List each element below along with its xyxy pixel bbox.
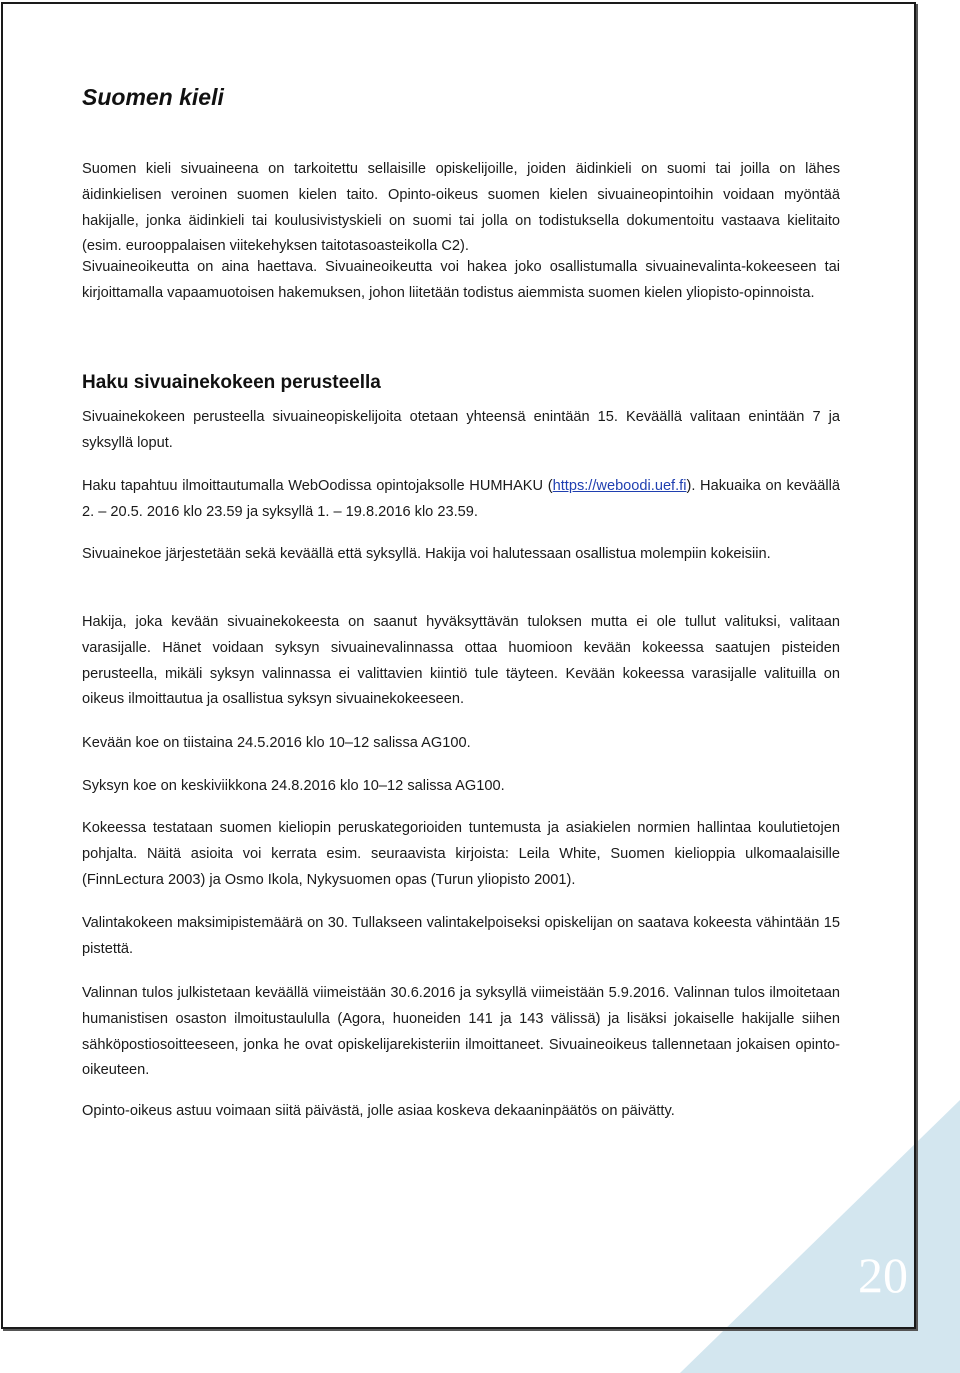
paragraph-text: Haku tapahtuu ilmoittautumalla WebOodissa opintojaksolle HUMHAKU (: [82, 478, 553, 494]
section-paragraph-8: Valintakokeen maksimipistemäärä on 30. Tullakseen valintakelpoiseksi opiskelijan on saatava kokeesta vähintään 15 pistettä.: [82, 915, 840, 957]
section-paragraph-3: Sivuainekoe järjestetään sekä keväällä että syksyllä. Hakija voi halutessaan osallistua molempiin kokeisiin.: [82, 546, 771, 562]
section-paragraph-9: Valinnan tulos julkistetaan keväällä viimeistään 30.6.2016 ja syksyllä viimeistään 5.9.2016. Valinnan tulos ilmoitetaan humanistisen osaston ilmoitustaululla (Agora, huoneiden 141 ja 143 välissä) ja lisäksi jokaiselle hakijalle siihen sähköpostiosoitteeseen, jonka he ovat opiskelijarekisteriin ilmoittaneet. Sivuaineoikeus tallennetaan jokaisen opinto-oikeuteen.: [82, 985, 840, 1079]
document-title: Suomen kieli: [82, 84, 224, 110]
weboodi-link[interactable]: https://weboodi.uef.fi: [552, 478, 687, 494]
section-paragraph-6: Syksyn koe on keskiviikkona 24.8.2016 klo 10–12 salissa AG100.: [82, 778, 505, 794]
section-paragraph-1: Sivuainekokeen perusteella sivuaineopiskelijoita otetaan yhteensä enintään 15. Keväällä valitaan enintään 7 ja syksyllä loput.: [82, 409, 840, 451]
intro-paragraph-2: Sivuaineoikeutta on aina haettava. Sivuaineoikeutta voi hakea joko osallistumalla sivuainevalinta-kokeeseen tai kirjoittamalla vapaamuotoisen hakemuksen, johon liitetään todistus aiemmista suomen kielen yliopisto-opinnoista.: [82, 259, 840, 301]
section-paragraph-7: Kokeessa testataan suomen kieliopin peruskategorioiden tuntemusta ja asiakielen normien hallintaa koulutietojen pohjalta. Näitä asioita voi kerrata esim. seuraavista kirjoista: Leila White, Suomen kielioppia ulkomaalaisille (FinnLectura 2003) ja Osmo Ikola, Nykysuomen opas (Turun yliopisto 2001).: [82, 820, 840, 888]
paragraph-text: ). Hakuaika on keväällä 2. – 20.5. 2016 klo 23.59 ja syksyllä 1. – 19.8.2016 klo 23.59.: [82, 478, 840, 520]
intro-paragraph-1: Suomen kieli sivuaineena on tarkoitettu sellaisille opiskelijoille, joiden äidinkieli on suomi tai joilla on lähes äidinkielisen veroinen suomen kielen taito. Opinto-oikeus suomen kielen sivuaineopintoihin voidaan myöntää hakijalle, jonka äidinkieli tai koulusivistyskieli on suomi tai jolla on todistuksella dokumentoitu vastaava kielitaito (esim. eurooppalaisen viitekehyksen taitotasoasteikolla C2).: [82, 161, 840, 255]
section-paragraph-5: Kevään koe on tiistaina 24.5.2016 klo 10–12 salissa AG100.: [82, 735, 471, 751]
section-paragraph-2: [82, 474, 840, 526]
section-heading: Haku sivuainekokeen perusteella: [82, 372, 381, 393]
page-number: 20: [858, 1247, 908, 1303]
section-paragraph-4: Hakija, joka kevään sivuainekokeesta on saanut hyväksyttävän tuloksen mutta ei ole tullut valituksi, valitaan varasijalle. Hänet voidaan syksyn sivuainevalinnassa ottaa huomioon kevään kokeessa saatujen pisteiden perusteella, mikäli syksyn valinnassa ei valittavien kiintiö tule täyteen. Kevään kokeessa varasijalle valituilla on oikeus ilmoittautua ja osallistua syksyn sivuainekokeeseen.: [82, 614, 840, 708]
section-paragraph-10: Opinto-oikeus astuu voimaan siitä päivästä, jolle asiaa koskeva dekaaninpäätös on päivätty.: [82, 1103, 675, 1119]
